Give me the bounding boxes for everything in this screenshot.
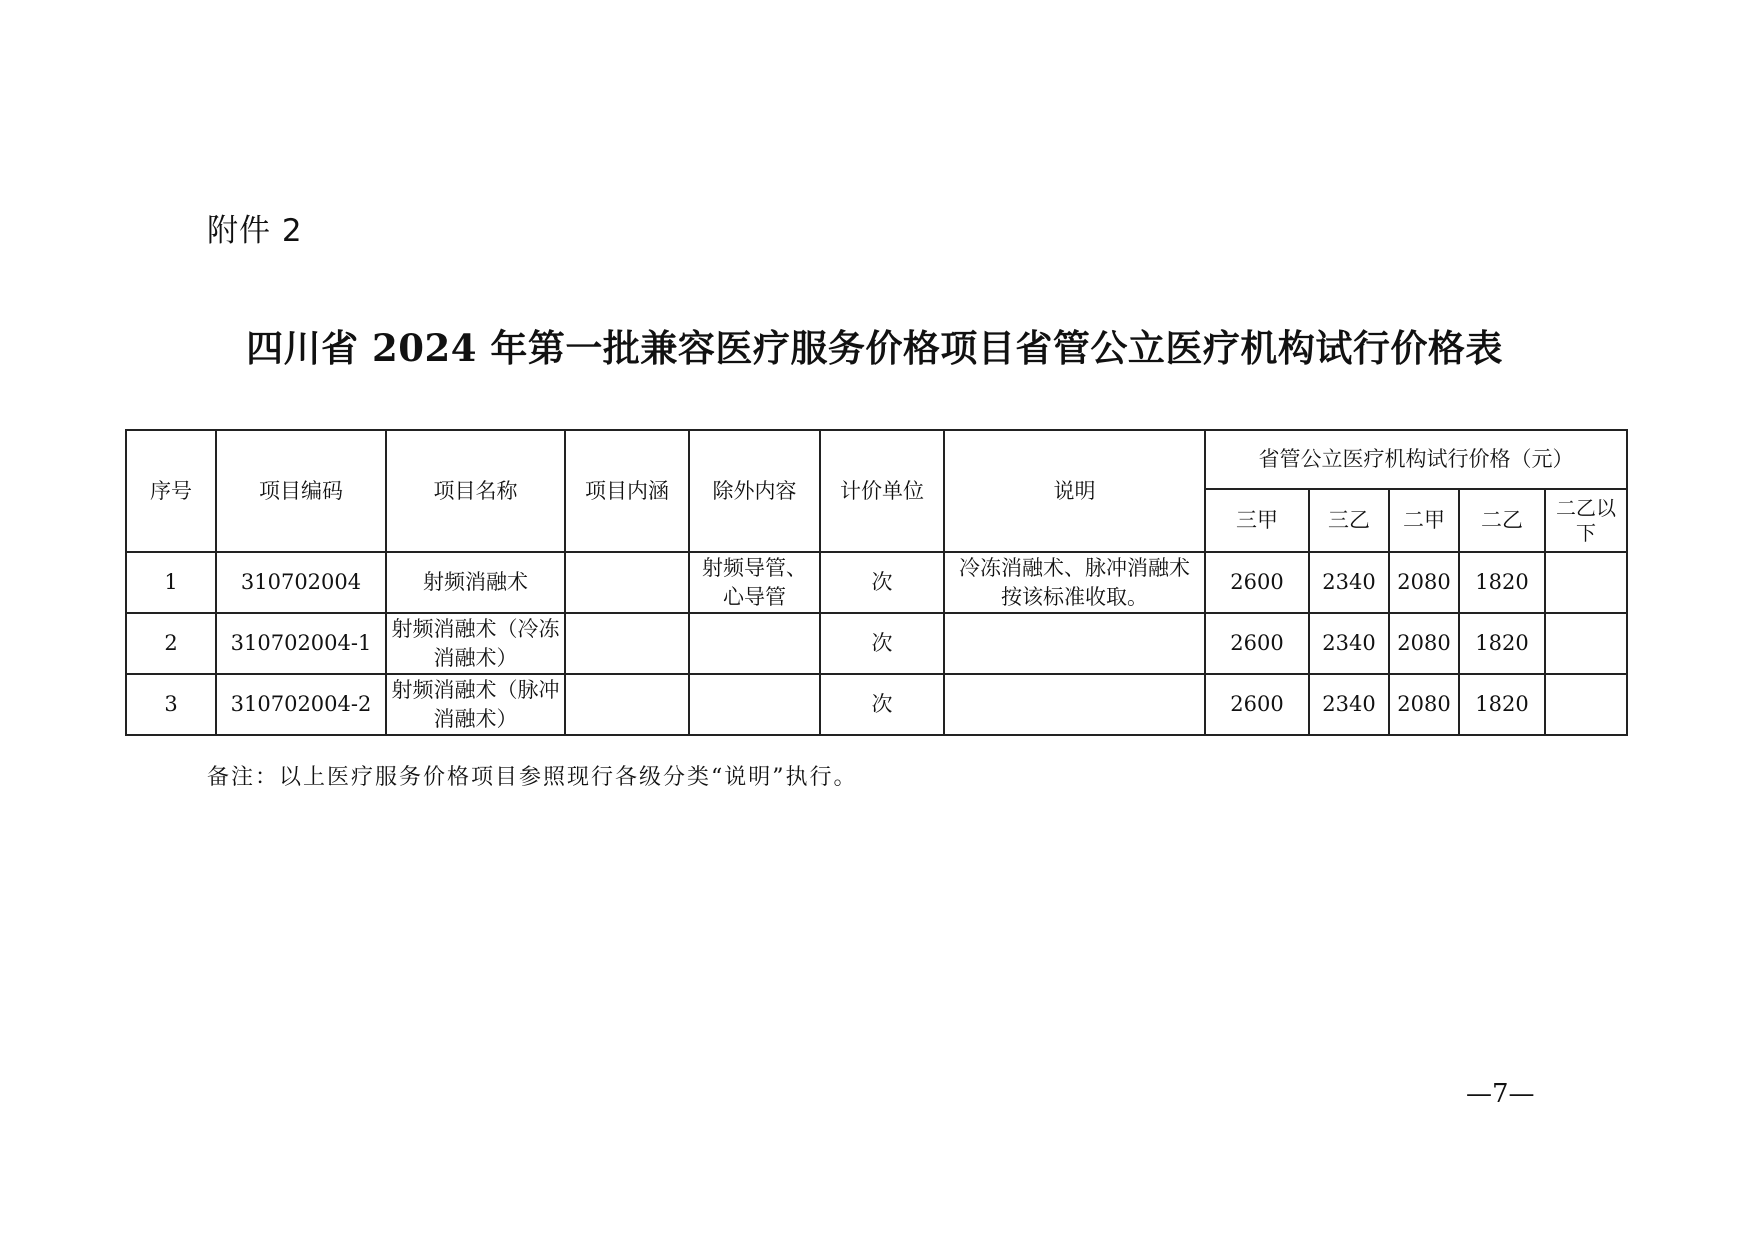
cell-price-level-1: 2600 (1205, 552, 1309, 613)
cell-price-level-2: 2340 (1309, 674, 1389, 735)
cell-price-level-4: 1820 (1459, 674, 1545, 735)
cell-price-level-4: 1820 (1459, 552, 1545, 613)
cell-code: 310702004-2 (216, 674, 386, 735)
page-number: —7— (1466, 1079, 1535, 1109)
cell-excluded (689, 613, 820, 674)
cell-price-level-2: 2340 (1309, 613, 1389, 674)
cell-excluded: 射频导管、心导管 (689, 552, 820, 613)
table-note: 备注：以上医疗服务价格项目参照现行各级分类“说明”执行。 (207, 765, 858, 790)
table-row (126, 613, 1627, 674)
cell-name: 射频消融术 (386, 552, 565, 613)
cell-description (944, 674, 1205, 735)
cell-unit: 次 (820, 613, 944, 674)
cell-unit: 次 (820, 674, 944, 735)
header-excluded: 除外内容 (689, 430, 820, 552)
cell-price-level-1: 2600 (1205, 613, 1309, 674)
header-level-1: 三甲 (1205, 489, 1309, 552)
header-level-4: 二乙 (1459, 489, 1545, 552)
header-level-2: 三乙 (1309, 489, 1389, 552)
cell-price-level-5 (1545, 552, 1627, 613)
cell-price-level-5 (1545, 674, 1627, 735)
cell-content (565, 552, 689, 613)
cell-code: 310702004-1 (216, 613, 386, 674)
cell-seq: 3 (126, 674, 216, 735)
cell-price-level-2: 2340 (1309, 552, 1389, 613)
cell-name: 射频消融术（脉冲消融术） (386, 674, 565, 735)
header-level-5: 二乙以下 (1545, 489, 1627, 552)
cell-description (944, 613, 1205, 674)
cell-price-level-3: 2080 (1389, 613, 1459, 674)
table-row (126, 552, 1627, 613)
price-table (125, 429, 1628, 736)
cell-name: 射频消融术（冷冻消融术） (386, 613, 565, 674)
cell-code: 310702004 (216, 552, 386, 613)
header-seq: 序号 (126, 430, 216, 552)
cell-price-level-3: 2080 (1389, 674, 1459, 735)
attachment-label: 附件 2 (207, 213, 303, 249)
cell-seq: 2 (126, 613, 216, 674)
cell-price-level-3: 2080 (1389, 552, 1459, 613)
header-code: 项目编码 (216, 430, 386, 552)
cell-description: 冷冻消融术、脉冲消融术按该标准收取。 (944, 552, 1205, 613)
table-row (126, 674, 1627, 735)
cell-unit: 次 (820, 552, 944, 613)
header-unit: 计价单位 (820, 430, 944, 552)
header-description: 说明 (944, 430, 1205, 552)
cell-price-level-4: 1820 (1459, 613, 1545, 674)
cell-price-level-1: 2600 (1205, 674, 1309, 735)
header-price-group: 省管公立医疗机构试行价格（元） (1205, 430, 1627, 489)
cell-excluded (689, 674, 820, 735)
table-header-row-1 (126, 430, 1627, 489)
header-level-3: 二甲 (1389, 489, 1459, 552)
cell-content (565, 674, 689, 735)
header-name: 项目名称 (386, 430, 565, 552)
cell-price-level-5 (1545, 613, 1627, 674)
cell-content (565, 613, 689, 674)
header-content: 项目内涵 (565, 430, 689, 552)
cell-seq: 1 (126, 552, 216, 613)
document-title: 四川省 2024 年第一批兼容医疗服务价格项目省管公立医疗机构试行价格表 (246, 326, 1503, 370)
